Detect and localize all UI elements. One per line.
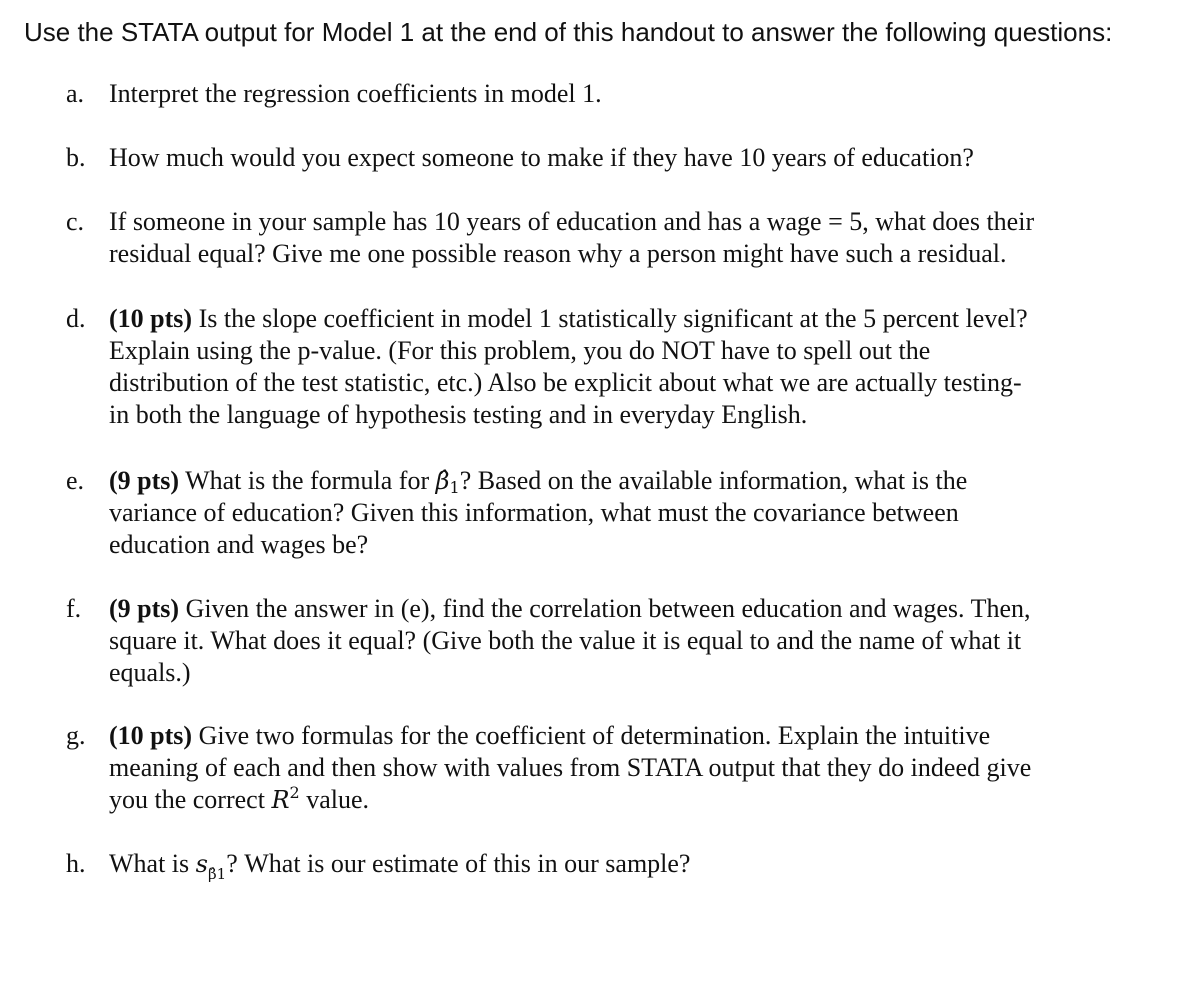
question-line [109,465,1146,497]
points-label: (9 pts) [109,594,180,623]
question-line [109,784,1146,816]
question-line: equals.) [109,658,191,687]
question-a [66,78,1146,110]
standard-error-symbol: $s_{\betâ1}$ [195,850,227,883]
question-d [66,303,1146,431]
beta-hat-symbol: $\betâ_1$ [435,467,460,497]
question-line: How much would you expect someone to make if they have 10 years of education? [109,143,974,172]
question-line-text: value. [299,785,370,814]
question-e [66,465,1146,561]
question-line-text: you the correct [109,785,272,814]
question-line: in both the language of hypothesis testing and in everyday English. [109,400,808,429]
points-label: (10 pts) [109,721,193,750]
question-c [66,206,1146,270]
question-text [109,465,1146,561]
question-letter: a. [66,79,85,108]
question-letter: b. [66,143,86,172]
question-line-text: Given the answer in (e), find the correlation between education and wages. Then, [179,594,1031,623]
question-line: residual equal? Give me one possible reason why a person might have such a residual. [109,239,1007,268]
question-line: education and wages be? [109,530,369,559]
question-line [109,303,1146,335]
question-letter: f. [66,594,82,623]
question-line: Interpret the regression coefficients in model 1. [109,79,602,108]
question-line-text: Give two formulas for the coefficient of determination. Explain the intuitive [192,721,991,750]
question-line-text: What is the formula for [179,466,436,495]
question-text [109,142,1146,174]
question-line [109,848,1146,883]
question-text [109,848,1146,883]
question-line-text: ? Based on the available information, what is the [459,466,968,495]
question-line: variance of education? Given this information, what must the covariance between [109,498,959,527]
question-line-text: Is the slope coefficient in model 1 statistically significant at the 5 percent level? [192,304,1028,333]
question-text [109,78,1146,110]
question-line-text: ? What is our estimate of this in our sample? [226,849,691,878]
question-letter: e. [66,466,85,495]
question-letter: d. [66,304,86,333]
question-line: If someone in your sample has 10 years of education and has a wage = 5, what does their [109,207,1035,236]
question-line: meaning of each and then show with values from STATA output that they do indeed give [109,753,1032,782]
question-letter: h. [66,849,86,878]
question-line: square it. What does it equal? (Give both the value it is equal to and the name of what it [109,626,1022,655]
question-text [109,593,1146,689]
question-text [109,303,1146,431]
question-b [66,142,1146,174]
question-line [109,720,1146,752]
points-label: (9 pts) [109,466,180,495]
instructions-intro: Use the STATA output for Model 1 at the end of this handout to answer the following questions: [24,17,1113,47]
question-line [109,593,1146,625]
points-label: (10 pts) [109,304,193,333]
question-line: Explain using the p-value. (For this problem, you do NOT have to spell out the [109,336,931,365]
question-letter: c. [66,207,85,236]
question-letter: g. [66,721,86,750]
question-h [66,848,1146,883]
question-text [109,206,1146,270]
question-line-text: What is [109,849,196,878]
r-squared-symbol: $R^2$ [271,783,300,814]
question-line: distribution of the test statistic, etc.) Also be explicit about what we are actually testing- [109,368,1022,397]
question-text [109,720,1146,816]
question-g [66,720,1146,816]
question-f [66,593,1146,689]
